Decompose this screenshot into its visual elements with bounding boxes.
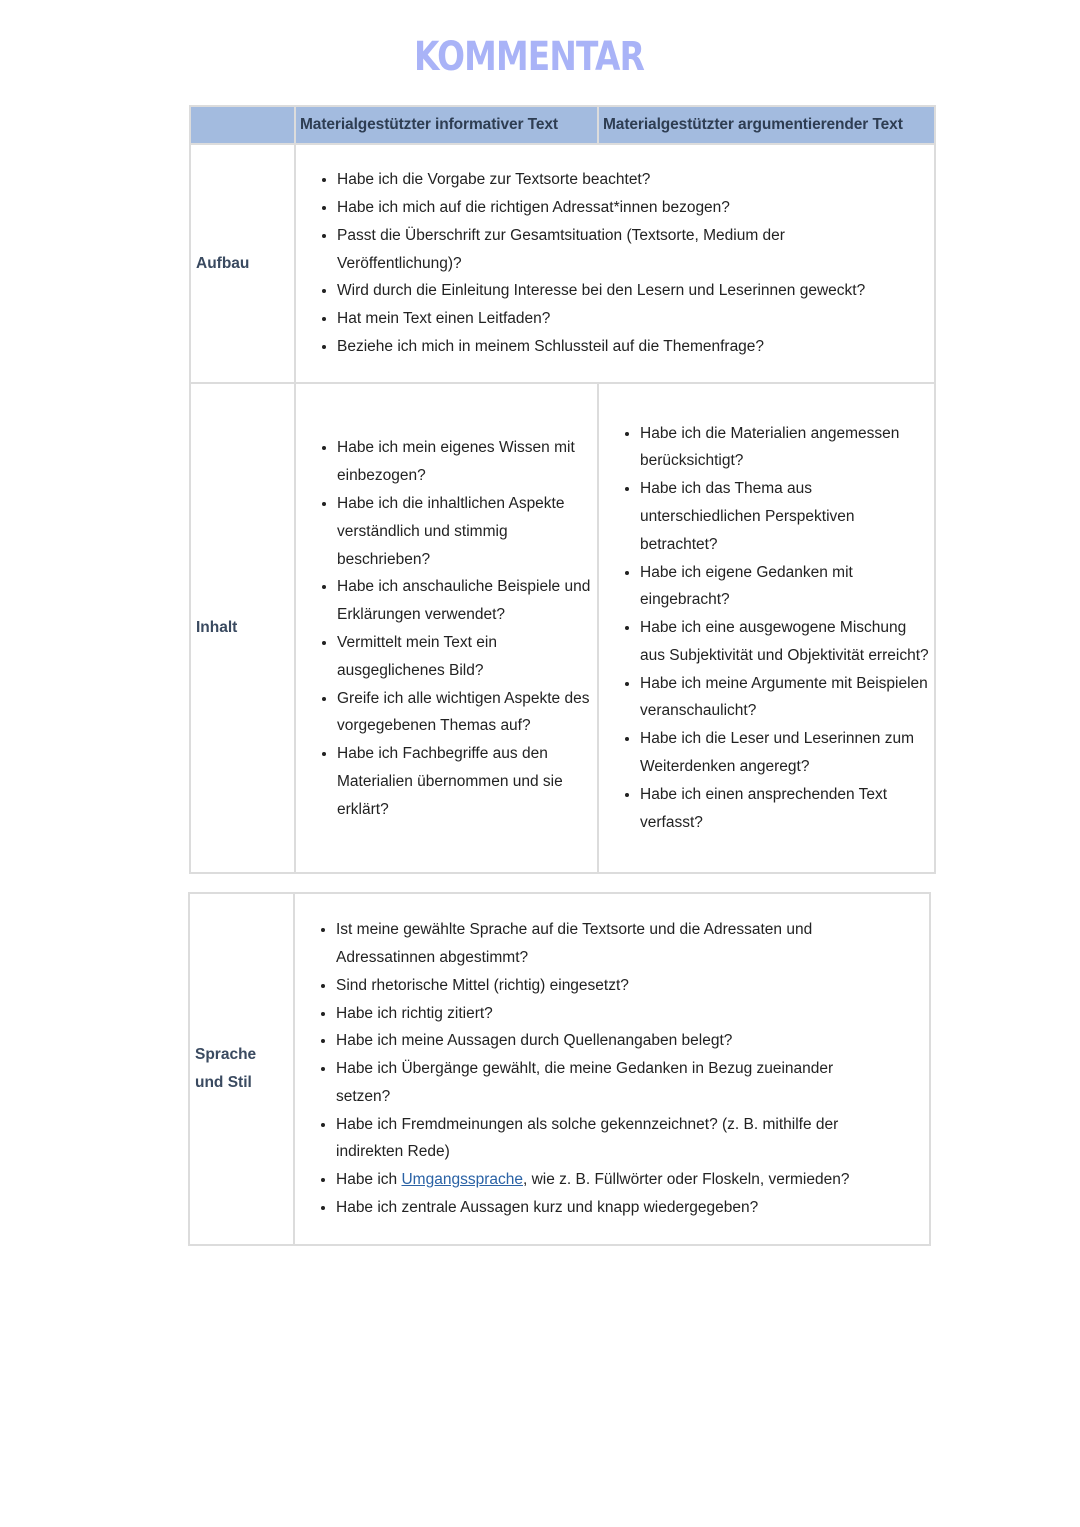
list-item: • Passt die Überschrift zur Gesamtsituation (Textsorte, Medium der Veröffentlichung)?	[337, 222, 934, 278]
list-item: • Sind rhetorische Mittel (richtig) eingesetzt?	[336, 972, 889, 1000]
list-item: • Habe ich eigene Gedanken mit eingebracht?	[640, 559, 934, 615]
row-label-sprache-text: Sprache und Stil	[195, 1046, 257, 1091]
criteria-table	[189, 105, 936, 874]
list-item: • Habe ich Fachbegriffe aus den Materialien übernommen und sie erklärt?	[337, 740, 597, 823]
list-item-suffix: , wie z. B. Füllwörter oder Floskeln, vermieden?	[522, 1171, 850, 1189]
inhalt-argumentierend-cell	[598, 383, 935, 873]
list-item: • Habe ich einen ansprechenden Text verfasst?	[640, 781, 934, 837]
table-row-aufbau	[190, 144, 935, 383]
list-item: • Habe ich die Vorgabe zur Textsorte beachtet?	[337, 166, 934, 194]
list-item: • Habe ich die inhaltlichen Aspekte verständlich und stimmig beschrieben?	[337, 490, 597, 573]
list-item: • Habe ich eine ausgewogene Mischung aus Subjektivität und Objektivität erreicht?	[640, 614, 934, 670]
list-item: • Habe ich zentrale Aussagen kurz und knapp wiedergegeben?	[336, 1194, 889, 1222]
umgangssprache-link[interactable]: Umgangssprache	[401, 1171, 523, 1189]
inhalt-argumentierend-checklist	[599, 420, 934, 837]
row-label-inhalt: Inhalt	[190, 383, 295, 873]
sprache-checklist-cell	[294, 893, 930, 1245]
table-row-sprache	[189, 893, 930, 1245]
list-item-prefix: Habe ich	[336, 1171, 402, 1189]
list-item: • Habe ich Übergänge gewählt, die meine Gedanken in Bezug zueinander setzen?	[336, 1055, 889, 1111]
list-item: • Habe ich Fremdmeinungen als solche gekennzeichnet? (z. B. mithilfe der indirekten Rede)	[336, 1111, 889, 1167]
row-label-sprache	[189, 893, 294, 1245]
list-item: • Habe ich anschauliche Beispiele und Erklärungen verwendet?	[337, 573, 597, 629]
sprache-checklist	[295, 916, 929, 1222]
list-item: • Habe ich mein eigenes Wissen mit einbezogen?	[337, 434, 597, 490]
list-item: • Greife ich alle wichtigen Aspekte des vorgegebenen Themas auf?	[337, 685, 597, 741]
inhalt-informativ-checklist	[296, 434, 597, 823]
header-empty-cell	[190, 106, 295, 144]
list-item: • Habe ich mich auf die richtigen Adressat*innen bezogen?	[337, 194, 934, 222]
list-item: • Hat mein Text einen Leitfaden?	[337, 305, 934, 333]
page-title: KOMMENTAR	[413, 34, 645, 80]
list-item: • Habe ich meine Aussagen durch Quellenangaben belegt?	[336, 1027, 889, 1055]
list-item: • Beziehe ich mich in meinem Schlussteil auf die Themenfrage?	[337, 333, 934, 361]
table-header-row	[190, 106, 935, 144]
list-item: • Habe ich die Materialien angemessen berücksichtigt?	[640, 420, 934, 476]
list-item: • Habe ich richtig zitiert?	[336, 1000, 889, 1028]
list-item: • Ist meine gewählte Sprache auf die Textsorte und die Adressaten und Adressatinnen abgestimmt?	[336, 916, 889, 972]
list-item: • Habe ich die Leser und Leserinnen zum Weiterdenken angeregt?	[640, 725, 934, 781]
sprache-table	[188, 892, 931, 1246]
inhalt-informativ-cell	[295, 383, 598, 873]
list-item: • Wird durch die Einleitung Interesse bei den Lesern und Leserinnen geweckt?	[337, 277, 934, 305]
list-item	[336, 1166, 889, 1194]
header-argumentierend: Materialgestützter argumentierender Text	[598, 106, 935, 144]
table-row-inhalt	[190, 383, 935, 873]
list-item: • Habe ich meine Argumente mit Beispielen veranschaulicht?	[640, 670, 934, 726]
list-item: • Habe ich das Thema aus unterschiedlichen Perspektiven betrachtet?	[640, 475, 934, 558]
aufbau-checklist	[296, 166, 934, 361]
aufbau-checklist-cell	[295, 144, 935, 383]
row-label-aufbau: Aufbau	[190, 144, 295, 383]
list-item: • Vermittelt mein Text ein ausgeglichenes Bild?	[337, 629, 597, 685]
header-informativ: Materialgestützter informativer Text	[295, 106, 598, 144]
